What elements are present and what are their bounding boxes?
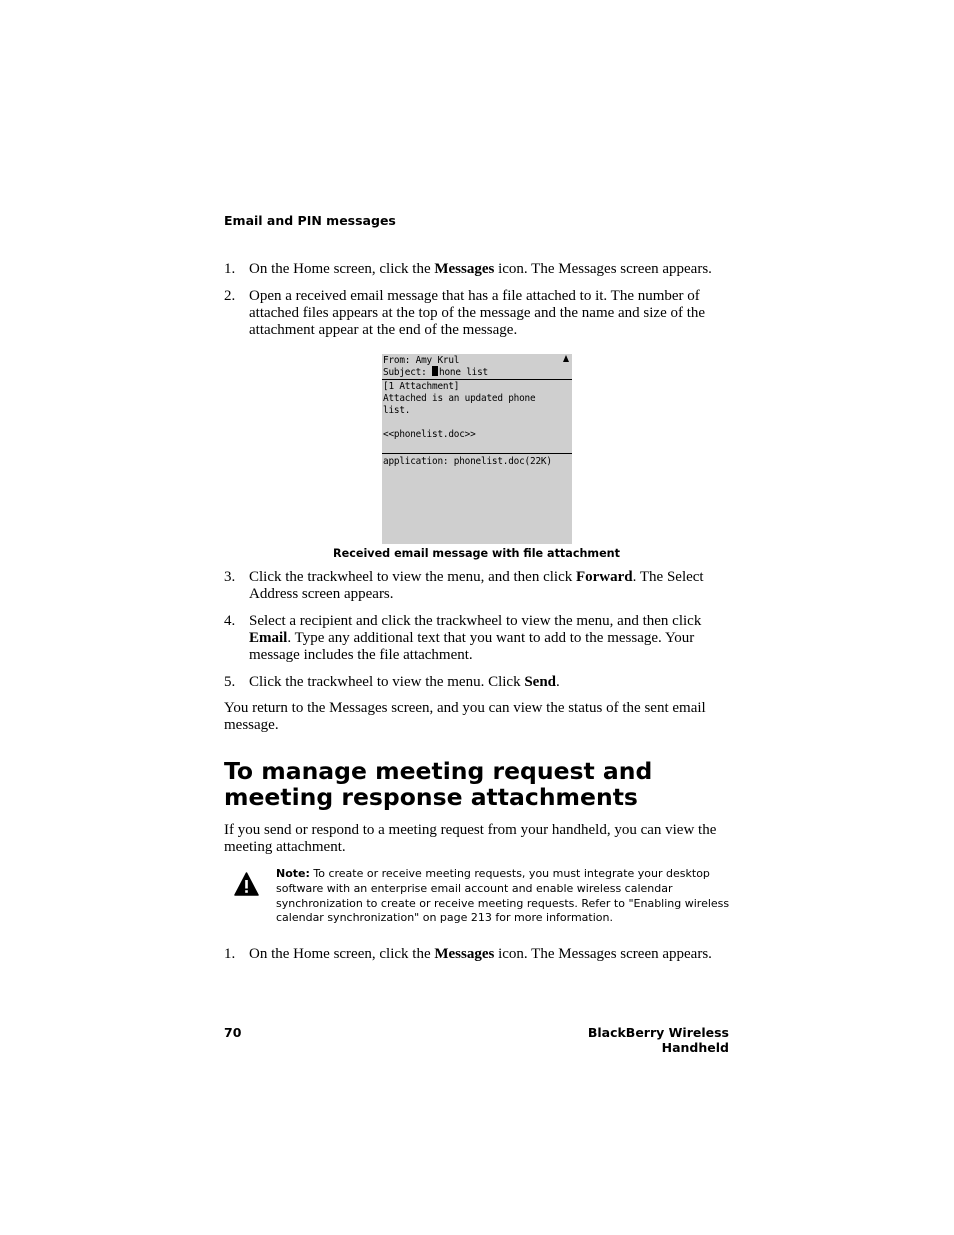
cursor-icon xyxy=(432,366,438,376)
step-2 xyxy=(224,288,734,340)
body-line: list. xyxy=(383,405,411,416)
step-number: 5. xyxy=(224,674,236,690)
handheld-screenshot xyxy=(382,354,572,544)
step-5 xyxy=(224,674,734,691)
step-number: 1. xyxy=(224,946,236,962)
section-heading: To manage meeting request and meeting response attachments xyxy=(224,757,653,811)
ui-term-send: Send xyxy=(524,674,557,690)
step-text: Select a recipient and click the trackwheel to view the menu, and then click Email. Type any additional text that you want to add to the message. Your message includes the file attachment. xyxy=(249,613,702,664)
note-text: Note: To create or receive meeting requests, you must integrate your desktop software with an enterprise email account and enable wireless calendar synchronization to create or receive meeting requests. Refer to "Enabling wireless calendar synchronization" on page 213 for more information. xyxy=(276,867,730,925)
step-text: Click the trackwheel to view the menu. Click Send. xyxy=(249,674,560,690)
footer-title: BlackBerry Wireless Handheld xyxy=(587,1025,729,1055)
step-number: 2. xyxy=(224,288,236,304)
attachment-info: application: phonelist.doc(22K) xyxy=(383,456,552,467)
step-number: 3. xyxy=(224,569,236,585)
section-header: Email and PIN messages xyxy=(224,213,396,228)
body-line: Attached is an updated phone xyxy=(383,393,536,404)
step-text: Click the trackwheel to view the menu, and then click Forward. The Select Address screen appears. xyxy=(249,569,704,603)
ui-term-forward: Forward xyxy=(575,569,633,585)
step-number: 4. xyxy=(224,613,236,629)
step-text: On the Home screen, click the Messages icon. The Messages screen appears. xyxy=(249,261,712,277)
header-divider xyxy=(382,379,572,380)
ui-term-messages: Messages xyxy=(434,946,495,962)
subject-line: Subject: hone list xyxy=(383,367,488,378)
page-number: 70 xyxy=(224,1025,242,1040)
ui-term-messages: Messages xyxy=(434,261,495,277)
body-divider xyxy=(382,453,572,454)
scroll-up-arrow-icon xyxy=(563,355,569,362)
step-4 xyxy=(224,613,734,665)
step-1 xyxy=(224,261,734,278)
return-paragraph: You return to the Messages screen, and you can view the status of the sent email message. xyxy=(224,700,706,734)
step-3 xyxy=(224,569,734,603)
attachment-count: [1 Attachment] xyxy=(383,381,460,392)
step-c-1 xyxy=(224,946,734,963)
attachment-reference: <<phonelist.doc>> xyxy=(383,429,476,440)
note-label: Note: xyxy=(276,867,310,880)
step-text: Open a received email message that has a file attached to it. The number of attached files appears at the top of the message and the name and size of the attachment appear at the end of the message. xyxy=(249,288,706,339)
figure-caption: Received email message with file attachment xyxy=(333,547,620,560)
intro-paragraph: If you send or respond to a meeting request from your handheld, you can view the meeting attachment. xyxy=(224,822,717,856)
ui-term-email: Email xyxy=(249,630,288,647)
step-number: 1. xyxy=(224,261,236,277)
step-text: On the Home screen, click the Messages icon. The Messages screen appears. xyxy=(249,946,712,962)
from-line: From: Amy Krul xyxy=(383,355,460,366)
warning-icon xyxy=(234,872,259,896)
